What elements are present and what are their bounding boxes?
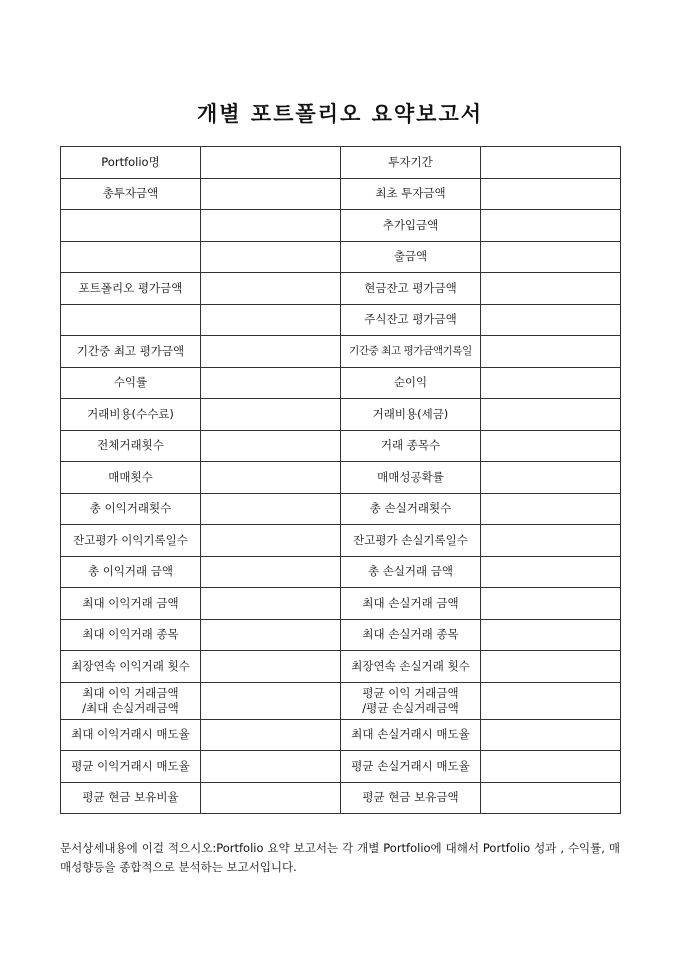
table-row — [61, 719, 621, 751]
row-label-portfolio-name: Portfolio명 — [61, 147, 201, 179]
table-row — [61, 556, 621, 588]
table-row — [61, 241, 621, 273]
table-row — [61, 210, 621, 242]
value-cell[interactable] — [201, 719, 341, 751]
value-cell[interactable] — [201, 682, 341, 719]
row-label-avg-cash-ratio: 평균 현금 보유비율 — [61, 782, 201, 814]
row-label-max-profit-stock: 최대 이익거래 종목 — [61, 619, 201, 651]
table-row — [61, 782, 621, 814]
value-cell[interactable] — [201, 651, 341, 683]
value-cell[interactable] — [481, 619, 621, 651]
value-cell[interactable] — [201, 462, 341, 494]
row-label-portfolio-valuation: 포트폴리오 평가금액 — [61, 273, 201, 305]
document-description: 문서상세내용에 이걸 적으시오:Portfolio 요약 보고서는 각 개별 Portfolio에 대해서 Portfolio 성과 , 수익률, 매매성향등을 종합적으로 분석하는 보고서입니다. — [60, 841, 620, 874]
row-label-avg-profit-sell-rate: 평균 이익거래시 매도율 — [61, 751, 201, 783]
value-cell[interactable] — [201, 178, 341, 210]
row-label-return-rate: 수익률 — [61, 367, 201, 399]
table-row — [61, 588, 621, 620]
value-cell[interactable] — [201, 241, 341, 273]
row-label-avg-profit-loss-ratio — [341, 682, 481, 719]
row-label-longest-profit-streak: 최장연속 이익거래 횟수 — [61, 651, 201, 683]
label-line: /최대 손실거래금액 — [82, 700, 179, 715]
row-label-stock-valuation: 주식잔고 평가금액 — [341, 304, 481, 336]
value-cell[interactable] — [481, 682, 621, 719]
value-cell[interactable] — [481, 273, 621, 305]
value-cell[interactable] — [481, 719, 621, 751]
value-cell[interactable] — [201, 782, 341, 814]
value-cell[interactable] — [201, 493, 341, 525]
label-line: 평균 이익 거래금액 — [362, 685, 459, 700]
row-label-investment-period: 투자기간 — [341, 147, 481, 179]
value-cell[interactable] — [201, 367, 341, 399]
table-row — [61, 273, 621, 305]
table-row — [61, 147, 621, 179]
value-cell[interactable] — [201, 273, 341, 305]
row-label-withdrawal: 출금액 — [341, 241, 481, 273]
value-cell[interactable] — [481, 210, 621, 242]
empty-label-cell — [61, 304, 201, 336]
row-label-trade-count: 매매횟수 — [61, 462, 201, 494]
label-line: /평균 손실거래금액 — [362, 700, 459, 715]
value-cell[interactable] — [201, 751, 341, 783]
row-label-max-loss-stock: 최대 손실거래 종목 — [341, 619, 481, 651]
value-cell[interactable] — [481, 588, 621, 620]
table-row — [61, 525, 621, 557]
row-label-net-profit: 순이익 — [341, 367, 481, 399]
row-label-max-profit-sell-rate: 최대 이익거래시 매도율 — [61, 719, 201, 751]
table-row — [61, 178, 621, 210]
value-cell[interactable] — [481, 462, 621, 494]
table-row — [61, 399, 621, 431]
row-label-fee-cost: 거래비용(수수료) — [61, 399, 201, 431]
value-cell[interactable] — [481, 651, 621, 683]
row-label-traded-stocks: 거래 종목수 — [341, 430, 481, 462]
row-label-total-loss-amount: 총 손실거래 금액 — [341, 556, 481, 588]
row-label-peak-valuation: 기간중 최고 평가금액 — [61, 336, 201, 368]
value-cell[interactable] — [201, 556, 341, 588]
row-label-loss-trades: 총 손실거래횟수 — [341, 493, 481, 525]
value-cell[interactable] — [481, 241, 621, 273]
row-label-longest-loss-streak: 최장연속 손실거래 횟수 — [341, 651, 481, 683]
value-cell[interactable] — [481, 178, 621, 210]
value-cell[interactable] — [481, 367, 621, 399]
row-label-success-rate: 매매성공확률 — [341, 462, 481, 494]
empty-label-cell — [61, 210, 201, 242]
table-row — [61, 493, 621, 525]
row-label-peak-valuation-date: 기간중 최고 평가금액기록일 — [341, 336, 481, 368]
table-row — [61, 367, 621, 399]
row-label-max-profit-loss-ratio — [61, 682, 201, 719]
label-line: 최대 이익 거래금액 — [82, 685, 179, 700]
value-cell[interactable] — [481, 430, 621, 462]
value-cell[interactable] — [481, 147, 621, 179]
row-label-profit-days: 잔고평가 이익기록일수 — [61, 525, 201, 557]
value-cell[interactable] — [201, 588, 341, 620]
table-row — [61, 751, 621, 783]
table-row — [61, 619, 621, 651]
table-row — [61, 430, 621, 462]
row-label-avg-loss-sell-rate: 평균 손실거래시 매도율 — [341, 751, 481, 783]
page-title: 개별 포트폴리오 요약보고서 — [196, 101, 484, 126]
value-cell[interactable] — [481, 556, 621, 588]
value-cell[interactable] — [201, 147, 341, 179]
row-label-total-trades: 전체거래횟수 — [61, 430, 201, 462]
value-cell[interactable] — [481, 782, 621, 814]
row-label-additional-deposit: 추가입금액 — [341, 210, 481, 242]
value-cell[interactable] — [481, 336, 621, 368]
row-label-cash-valuation: 현금잔고 평가금액 — [341, 273, 481, 305]
value-cell[interactable] — [201, 210, 341, 242]
row-label-profit-trades: 총 이익거래횟수 — [61, 493, 201, 525]
value-cell[interactable] — [201, 430, 341, 462]
table-row — [61, 336, 621, 368]
value-cell[interactable] — [201, 399, 341, 431]
row-label-max-loss-sell-rate: 최대 손실거래시 매도율 — [341, 719, 481, 751]
row-label-tax-cost: 거래비용(세금) — [341, 399, 481, 431]
table-row — [61, 304, 621, 336]
table-row — [61, 682, 621, 719]
value-cell[interactable] — [201, 336, 341, 368]
value-cell[interactable] — [201, 619, 341, 651]
table-row — [61, 651, 621, 683]
value-cell[interactable] — [481, 525, 621, 557]
value-cell[interactable] — [481, 399, 621, 431]
value-cell[interactable] — [481, 493, 621, 525]
row-label-avg-cash-amount: 평균 현금 보유금액 — [341, 782, 481, 814]
row-label-total-profit-amount: 총 이익거래 금액 — [61, 556, 201, 588]
value-cell[interactable] — [481, 751, 621, 783]
value-cell[interactable] — [201, 304, 341, 336]
row-label-initial-investment: 최초 투자금액 — [341, 178, 481, 210]
value-cell[interactable] — [481, 304, 621, 336]
empty-label-cell — [61, 241, 201, 273]
table-row — [61, 462, 621, 494]
row-label-max-profit-amount: 최대 이익거래 금액 — [61, 588, 201, 620]
summary-table — [60, 146, 621, 814]
value-cell[interactable] — [201, 525, 341, 557]
row-label-max-loss-amount: 최대 손실거래 금액 — [341, 588, 481, 620]
row-label-loss-days: 잔고평가 손실기록일수 — [341, 525, 481, 557]
row-label-total-investment: 총투자금액 — [61, 178, 201, 210]
